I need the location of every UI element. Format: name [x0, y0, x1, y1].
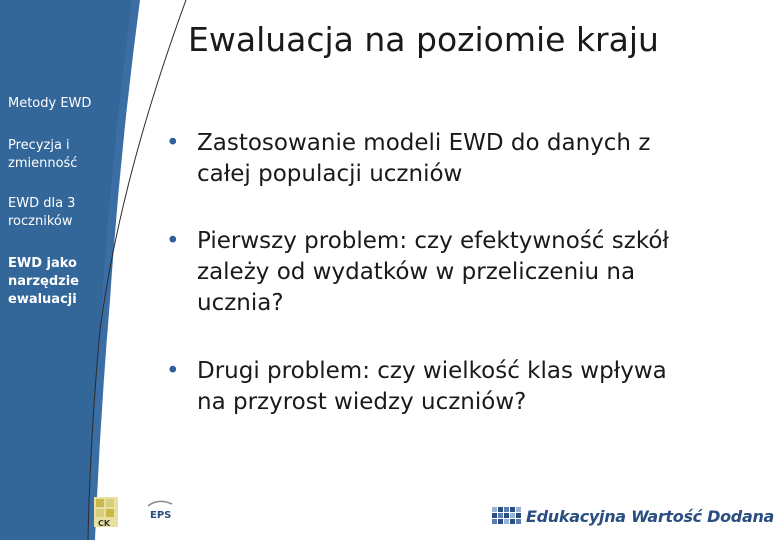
ewd-logo-text: Edukacyjna Wartość Dodana	[526, 507, 774, 526]
bullet-dot-icon: •	[166, 130, 180, 156]
slide-title: Ewaluacja na poziomie kraju	[188, 20, 659, 59]
ewd-grid-icon	[490, 503, 524, 531]
svg-text:EPS: EPS	[150, 510, 172, 521]
bullet-dot-icon: •	[166, 228, 180, 254]
sidebar-item-ewd-narzedzie[interactable]	[8, 255, 100, 309]
ck-logo	[92, 495, 120, 529]
svg-text:CK: CK	[98, 519, 111, 528]
sidebar-item-label: EWD dla 3 roczników	[8, 196, 76, 229]
bullet-text: Zastosowanie modeli EWD do danych z całej populacji uczniów	[197, 130, 651, 187]
bullet-text: Pierwszy problem: czy efektywność szkół zależy od wydatków w przeliczeniu na ucznia?	[197, 228, 669, 316]
bullet-text: Drugi problem: czy wielkość klas wpływa na przyrost wiedzy uczniów?	[197, 358, 667, 415]
sidebar-item-label: EWD jako narzędzie ewaluacji	[8, 256, 79, 307]
bullet-dot-icon: •	[166, 358, 180, 384]
sidebar-item-ewd-3-rocznikow[interactable]	[8, 195, 100, 231]
sidebar-item-label: Metody EWD	[8, 96, 92, 111]
eps-logo	[142, 498, 192, 530]
ewd-logo	[490, 503, 774, 531]
sidebar-item-precyzja[interactable]	[8, 137, 100, 173]
sidebar-item-label: Precyzja i zmienność	[8, 138, 78, 171]
sidebar-item-metody-ewd[interactable]	[8, 95, 100, 113]
